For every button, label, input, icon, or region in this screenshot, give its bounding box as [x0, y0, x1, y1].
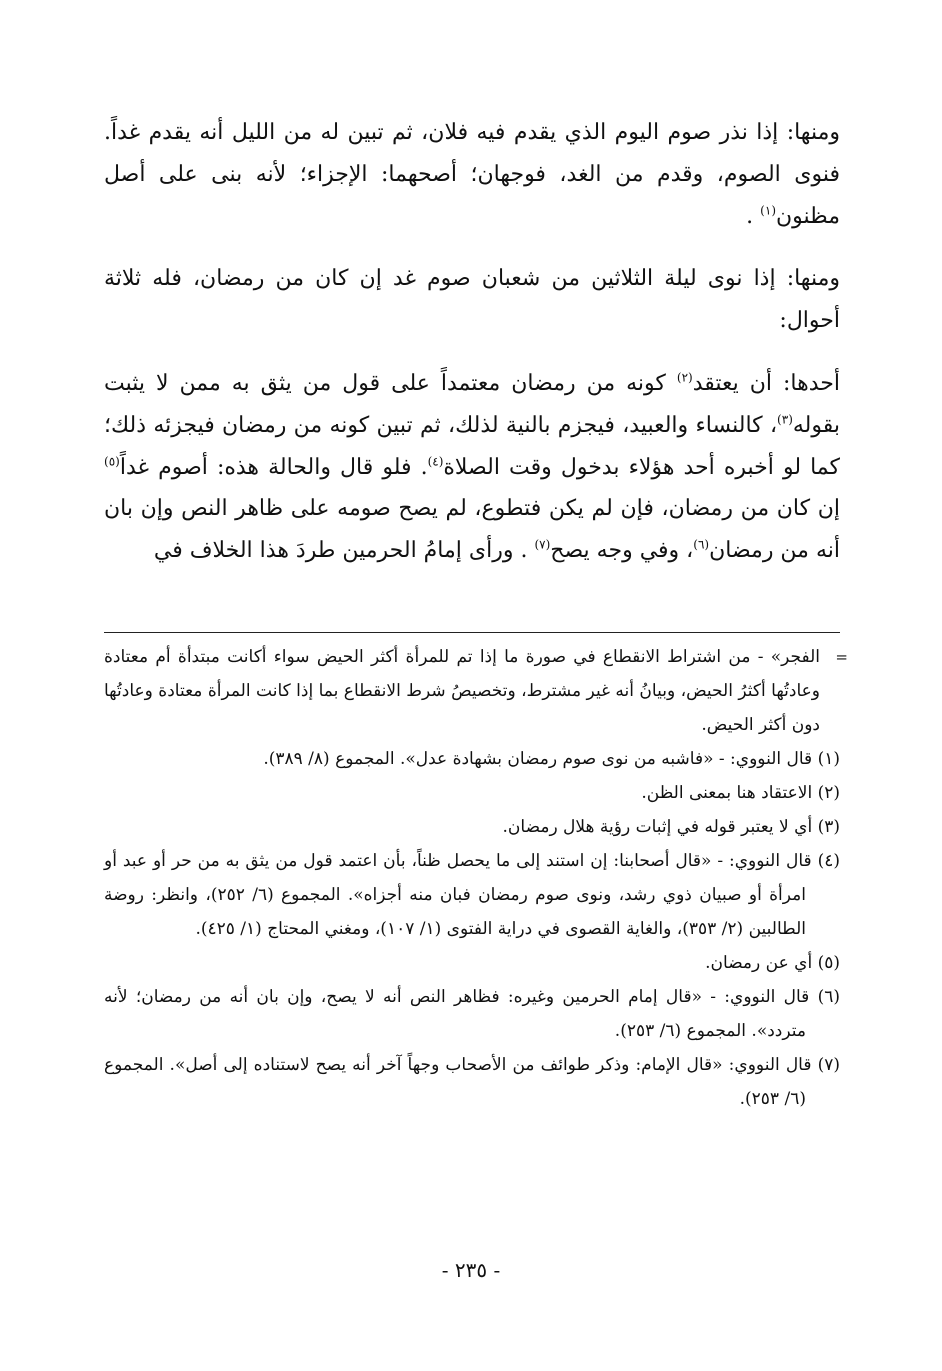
footnote-ref-6[interactable]: (٦): [693, 537, 710, 552]
page-number: - ٢٣٥ -: [441, 1258, 501, 1282]
footnote-1: (١) قال النووي: - «فاشبه من نوى صوم رمضان بشهادة عدل». المجموع (٨/ ٣٨٩).: [263, 749, 840, 769]
footnote-6: (٦) قال النووي: - «قال إمام الحرمين وغيره: فظاهر النص أنه لا يصح، وإن بان أنه من رمضان؛ لأنه متردد». المجموع (٦/ ٢٥٣).: [104, 987, 840, 1041]
footnote-3: (٣) أي لا يعتبر قوله في إثبات رؤية هلال رمضان.: [502, 817, 840, 837]
paragraph-vow-fast: ومنها: إذا نذر صوم اليوم الذي يقدم فيه فلان، ثم تبين له من الليل أنه يقدم غداً. فنوى الصوم، وقدم من الغد، فوجهان؛ أصحهما: الإجزاء؛ لأنه بنى على أصل مظنون$^{(١)}$ .: [104, 120, 840, 229]
footnote-continuation: = الفجر» - من اشتراط الانقطاع في صورة ما إذا تم للمرأة أكثر الحيض سواء أكانت مبتدأة أم معتادة وعادتُها أكثرُ الحيض، وبيانُ أنه غير مشترط، وتخصيصُ شرط الانقطاع بما إذا كانت المرأة معتادة وعادتُها دون أكثر الحيض.: [104, 640, 840, 742]
footnote-2: (٢) الاعتقاد هنا بمعنى الظن.: [641, 783, 840, 803]
footnote-4: (٤) قال النووي: - «قال أصحابنا: إن استند إلى ما يحصل ظناً، بأن اعتمد قول من يثق به من حر أو عبد أو امرأة أو صبيان ذوي رشد، ونوى صوم رمضان فبان منه أجزاه». المجموع (٦/ ٢٥٢)، وانظر: روضة الطالبين (٢/ ٣٥٣)، والغاية القصوى في دراية الفتوى (١/ ١٠٧)، ومغني المحتاج (١/ ٤٢٥).: [104, 851, 840, 939]
footnote-ref-7[interactable]: (٧): [534, 537, 551, 552]
footnote-ref-4[interactable]: (٤): [427, 454, 444, 469]
main-text: [104, 112, 840, 572]
footnote-ref-2[interactable]: (٢): [676, 370, 693, 385]
paragraph-first-case: أحدها: أن يعتقد$^{(٢)}$ كونه من رمضان معتمداً على قول من يثق به ممن لا يثبت بقوله$^{(٣)}$، كالنساء والعبيد، فيجزم بالنية لذلك، ثم تبين كونه من رمضان فيجزئه ذلك؛ كما لو أخبره أحد هؤلاء بدخول وقت الصلاة$^{(٤)}$. فلو قال والحالة هذه: أصوم غداً$^{(٥)}$ إن كان من رمضان، فإن لم يكن فتطوع، لم يصح صومه على ظاهر النص وإن بان أنه من رمضان$^{(٦)}$، وفي وجه يصح$^{(٧)}$ . ورأى إمامُ الحرمين طردَ هذا الخلاف في: [104, 370, 840, 564]
footnote-separator: [104, 632, 840, 633]
footnote-7: (٧) قال النووي: «قال الإمام: وذكر طوائف من الأصحاب وجهاً آخر أنه يصح لاستناده إلى أصل». المجموع (٦/ ٢٥٣).: [104, 1055, 840, 1109]
footnote-ref-3[interactable]: (٣): [777, 412, 793, 427]
continuation-mark: =: [835, 648, 848, 666]
footnote-ref-1[interactable]: (١): [760, 203, 776, 218]
footnotes: [104, 640, 848, 1116]
paragraph-shaban-night: ومنها: إذا نوى ليلة الثلاثين من شعبان صوم غد إن كان من رمضان، فله ثلاثة أحوال:: [104, 266, 840, 334]
footnote-ref-5[interactable]: (٥): [104, 454, 120, 469]
footnote-5: (٥) أي عن رمضان.: [705, 953, 840, 973]
